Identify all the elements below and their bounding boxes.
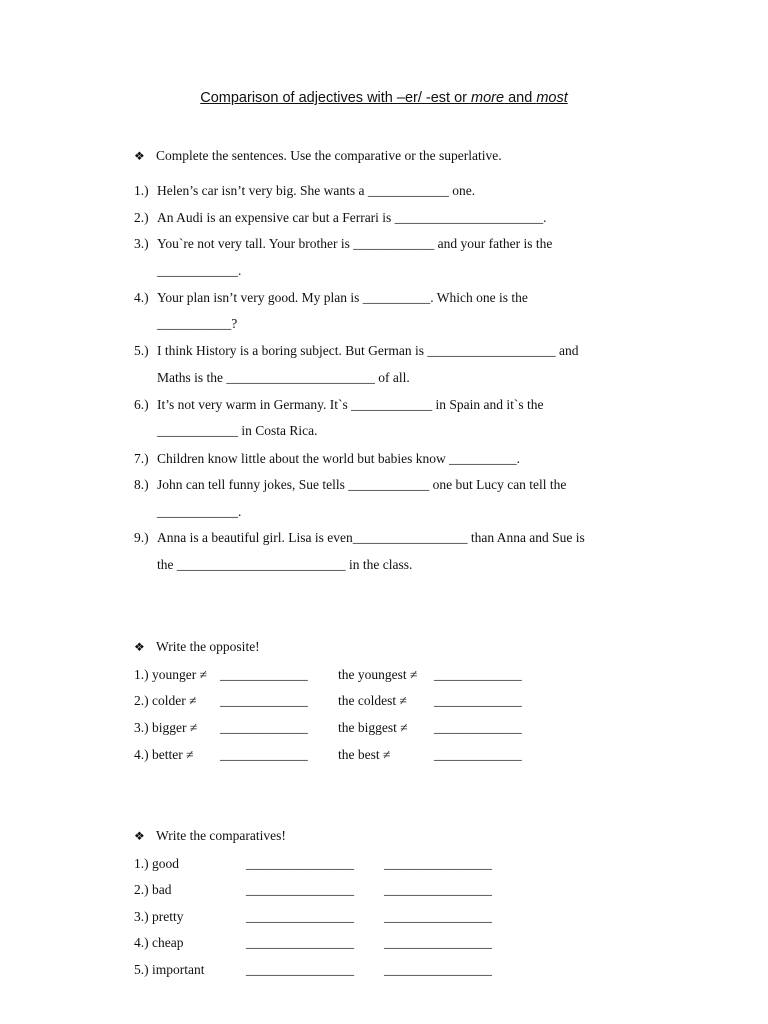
comparative-blank-1: ________________ — [246, 909, 354, 924]
opposite-left-blank: _____________ — [220, 747, 308, 762]
item-text: John can tell funny jokes, Sue tells ____________ one but Lucy can tell the — [157, 477, 567, 492]
exercise-item-3 — [134, 236, 552, 252]
comparative-blank-1: ________________ — [246, 882, 354, 897]
item-text: I think History is a boring subject. But German is ___________________ and — [157, 343, 579, 358]
comparative-word: 1.) good — [134, 856, 179, 871]
opposite-left-word: 1.) younger ≠ — [134, 667, 208, 682]
opposite-left-blank: _____________ — [220, 667, 308, 682]
item-number: 4.) — [134, 290, 149, 305]
item-number: 6.) — [134, 397, 149, 412]
comparative-blank-1: ________________ — [246, 856, 354, 871]
item-number: 5.) — [134, 343, 149, 358]
item-text: An Audi is an expensive car but a Ferrari is ______________________. — [157, 210, 547, 225]
diamond-bullet-icon: ❖ — [134, 149, 145, 163]
exercise-item-4-cont: ___________? — [157, 316, 238, 331]
item-number: 9.) — [134, 530, 149, 545]
item-text: Children know little about the world but babies know __________. — [157, 451, 520, 466]
comparative-blank-2: ________________ — [384, 962, 492, 977]
section2-instruction — [134, 639, 260, 655]
opposite-left-word: 3.) bigger ≠ — [134, 720, 198, 735]
section3-instruction-text: Write the comparatives! — [156, 828, 286, 843]
exercise-item-9 — [134, 530, 585, 546]
title-text: Comparison of adjectives with –er/ -est or — [200, 90, 472, 106]
opposite-left-blank: _____________ — [220, 720, 308, 735]
comparative-blank-2: ________________ — [384, 856, 492, 871]
title-and: and — [504, 90, 537, 106]
opposite-right-blank: _____________ — [434, 667, 522, 682]
item-text: Anna is a beautiful girl. Lisa is even_________________ than Anna and Sue is — [157, 530, 585, 545]
item-number: 1.) — [134, 183, 149, 198]
opposite-right-blank: _____________ — [434, 747, 522, 762]
comparative-word: 3.) pretty — [134, 909, 184, 924]
exercise-item-5-cont: Maths is the ______________________ of all. — [157, 370, 410, 385]
exercise-item-5 — [134, 343, 578, 359]
exercise-item-6-cont: ____________ in Costa Rica. — [157, 423, 318, 438]
exercise-item-1 — [134, 183, 475, 199]
diamond-bullet-icon: ❖ — [134, 640, 145, 654]
comparative-blank-1: ________________ — [246, 935, 354, 950]
exercise-item-4 — [134, 290, 528, 306]
exercise-item-6 — [134, 397, 543, 413]
comparative-word: 5.) important — [134, 962, 205, 977]
exercise-item-7 — [134, 451, 520, 467]
diamond-bullet-icon: ❖ — [134, 829, 145, 843]
item-number: 3.) — [134, 236, 149, 251]
opposite-right-word: the coldest ≠ — [338, 693, 407, 708]
section1-instruction — [134, 148, 502, 164]
item-text: You`re not very tall. Your brother is ____________ and your father is the — [157, 236, 553, 251]
opposite-left-word: 4.) better ≠ — [134, 747, 194, 762]
opposite-right-word: the biggest ≠ — [338, 720, 408, 735]
opposite-right-word: the youngest ≠ — [338, 667, 418, 682]
opposite-right-blank: _____________ — [434, 693, 522, 708]
comparative-blank-2: ________________ — [384, 935, 492, 950]
exercise-item-3-cont: ____________. — [157, 263, 242, 278]
opposite-right-word: the best ≠ — [338, 747, 391, 762]
comparative-blank-2: ________________ — [384, 882, 492, 897]
opposite-left-blank: _____________ — [220, 693, 308, 708]
item-text: It’s not very warm in Germany. It`s ____________ in Spain and it`s the — [157, 397, 544, 412]
section2-instruction-text: Write the opposite! — [156, 639, 260, 654]
item-text: Your plan isn’t very good. My plan is __________. Which one is the — [157, 290, 528, 305]
item-number: 2.) — [134, 210, 149, 225]
comparative-word: 2.) bad — [134, 882, 172, 897]
title-most: most — [536, 90, 568, 106]
opposite-left-word: 2.) colder ≠ — [134, 693, 197, 708]
exercise-item-8-cont: ____________. — [157, 504, 242, 519]
exercise-item-8 — [134, 477, 566, 493]
comparative-word: 4.) cheap — [134, 935, 184, 950]
item-text: Helen’s car isn’t very big. She wants a ____________ one. — [157, 183, 476, 198]
comparative-blank-1: ________________ — [246, 962, 354, 977]
worksheet-title — [0, 90, 768, 106]
comparative-blank-2: ________________ — [384, 909, 492, 924]
opposite-right-blank: _____________ — [434, 720, 522, 735]
item-number: 7.) — [134, 451, 149, 466]
section1-instruction-text: Complete the sentences. Use the comparative or the superlative. — [156, 148, 502, 163]
section3-instruction — [134, 828, 286, 844]
exercise-item-2 — [134, 210, 547, 226]
exercise-item-9-cont: the _________________________ in the class. — [157, 557, 413, 572]
item-number: 8.) — [134, 477, 149, 492]
title-more: more — [471, 90, 505, 106]
